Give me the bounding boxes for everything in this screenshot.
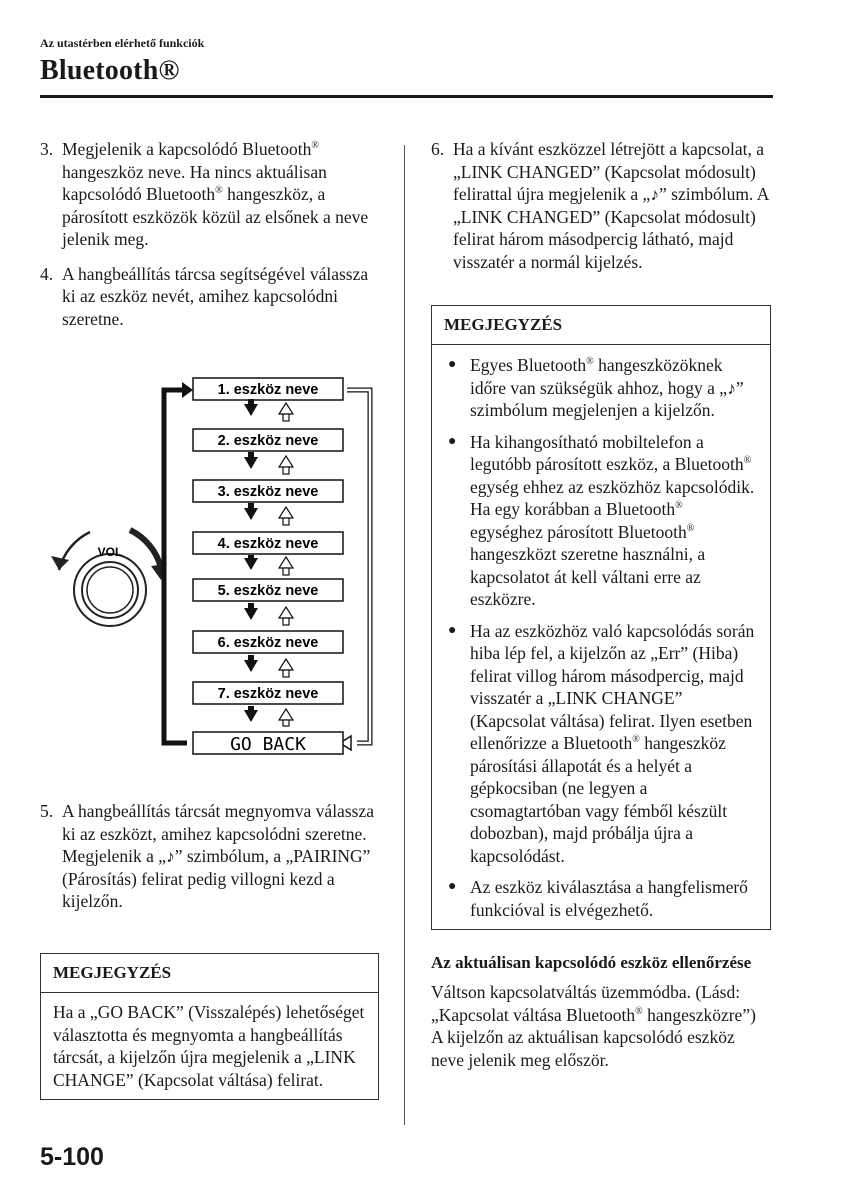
svg-text:GO BACK: GO BACK xyxy=(230,734,306,755)
device-box-1 xyxy=(193,378,343,400)
svg-text:2. eszköz neve: 2. eszköz neve xyxy=(217,433,319,449)
note-heading: MEGJEGYZÉS xyxy=(432,306,770,345)
page-number: 5-100 xyxy=(40,1143,104,1171)
device-box-5 xyxy=(193,579,343,601)
title-rule xyxy=(40,95,773,98)
subsection-heading: Az aktuálisan kapcsolódó eszköz ellenőrzése xyxy=(431,953,752,972)
arrow-pair-1 xyxy=(244,399,293,421)
note-bullet: ● Ha kihangosítható mobiltelefon a legutóbb párosított eszköz, a Bluetooth® egység ehhez az eszközhöz kapcsolódik. Ha egy korábban a Bluetooth® egységhez párosított Bluetooth® hangeszközt szeretne használni, a kapcsolatot át kell váltani erre az eszközre. xyxy=(444,431,758,611)
arrow-pair-3 xyxy=(244,503,293,525)
bullet-icon: ● xyxy=(448,357,457,372)
svg-text:7. eszköz neve: 7. eszköz neve xyxy=(217,686,319,702)
arrow-pair-7 xyxy=(244,706,293,726)
device-box-4 xyxy=(193,532,343,554)
step-text: A hangbeállítás tárcsát megnyomva válassza ki az eszközt, amihez kapcsolódni szeretne. xyxy=(62,801,374,844)
note-box-left xyxy=(40,953,379,1100)
arrow-pair-5 xyxy=(244,603,293,625)
note-bullet: ● Az eszköz kiválasztása a hangfelismerő funkcióval is elvégezhető. xyxy=(444,876,758,921)
check-current-device-section xyxy=(431,952,771,1071)
bullet-icon: ● xyxy=(448,879,457,894)
column-divider xyxy=(404,145,405,1125)
step-number: 4. xyxy=(40,263,54,284)
go-back-box xyxy=(193,732,343,755)
left-column xyxy=(40,138,380,330)
page-title: Bluetooth® xyxy=(40,55,180,86)
device-box-6 xyxy=(193,631,343,653)
step-3 xyxy=(40,138,380,251)
step-number: 6. xyxy=(431,139,445,159)
step-text: Megjelenik a „♪” szimbólum, a „PAIRING” (Párosítás) felirat pedig villogni kezd a kijelzőn. xyxy=(62,846,371,911)
device-selection-diagram xyxy=(35,370,385,765)
device-box-7 xyxy=(193,682,343,704)
svg-text:1. eszköz neve: 1. eszköz neve xyxy=(217,382,319,398)
step-number: 5. xyxy=(40,801,54,821)
svg-text:5. eszköz neve: 5. eszköz neve xyxy=(217,583,319,599)
note-box-right xyxy=(431,305,771,930)
subsection-text: A kijelzőn az aktuálisan kapcsolódó eszköz neve jelenik meg először. xyxy=(431,1027,735,1070)
step-4 xyxy=(40,263,380,331)
note-heading: MEGJEGYZÉS xyxy=(41,954,378,993)
svg-text:6. eszköz neve: 6. eszköz neve xyxy=(217,635,319,651)
note-bullet: ● Egyes Bluetooth® hangeszközöknek időre van szükségük ahhoz, hogy a „♪” szimbólum megjelenjen a kijelzőn. xyxy=(444,354,758,422)
step-text: A hangbeállítás tárcsa segítségével válassza ki az eszköz nevét, amihez kapcsolódni szeretne. xyxy=(62,263,369,329)
step-5 xyxy=(40,800,380,913)
note-text: Ha a „GO BACK” (Visszalépés) lehetőséget választotta és megnyomta a hangbeállítás tárcsát, a kijelzőn újra megjelenik a „LINK CHANGE” (Kapcsolat váltása) felirat. xyxy=(53,1002,365,1090)
svg-text:4. eszköz neve: 4. eszköz neve xyxy=(217,536,319,552)
arrow-pair-2 xyxy=(244,452,293,474)
note-bullet: ● Ha az eszközhöz való kapcsolódás során hiba lép fel, a kijelzőn az „Err” (Hiba) felirat villog három másodpercig, majd visszatér a „LINK CHANGE” (Kapcsolat váltása) felirat. Ilyen esetben ellenőrizze a Bluetooth® hangeszköz párosítási állapotát és a helyét a gépkocsiban (ne legyen a csomagtartóban vagy fémből készült dobozban), majd próbálja újra a kapcsolódást. xyxy=(444,620,758,868)
arrow-pair-4 xyxy=(244,555,293,575)
subsection-text: Váltson kapcsolatváltás üzemmódba. (Lásd: „Kapcsolat váltása Bluetooth® hangeszközre”) xyxy=(431,982,756,1025)
step-text: Ha a kívánt eszközzel létrejött a kapcsolat, a „LINK CHANGED” (Kapcsolat módosult) felirattal újra megjelenik a „♪” szimbólum. A „LINK CHANGED” (Kapcsolat módosult) felirat három másodpercig látható, majd visszatér a normál kijelzés. xyxy=(453,139,769,272)
bullet-icon: ● xyxy=(448,622,457,638)
device-box-2 xyxy=(193,429,343,451)
device-box-3 xyxy=(193,480,343,502)
knob-label: VOL xyxy=(97,545,123,559)
step-number: 3. xyxy=(40,139,54,159)
arrow-pair-6 xyxy=(244,655,293,677)
bullet-icon: ● xyxy=(448,433,457,449)
section-label: Az utastérben elérhető funkciók xyxy=(40,36,205,50)
step-6 xyxy=(431,138,771,273)
svg-text:3. eszköz neve: 3. eszköz neve xyxy=(217,484,319,500)
step-text: Megjelenik a kapcsolódó Bluetooth® hangeszköz neve. Ha nincs aktuálisan kapcsolódó Bluetooth® hangeszköz, a párosított eszközök közül az elsőnek a neve jelenik meg. xyxy=(62,139,369,249)
